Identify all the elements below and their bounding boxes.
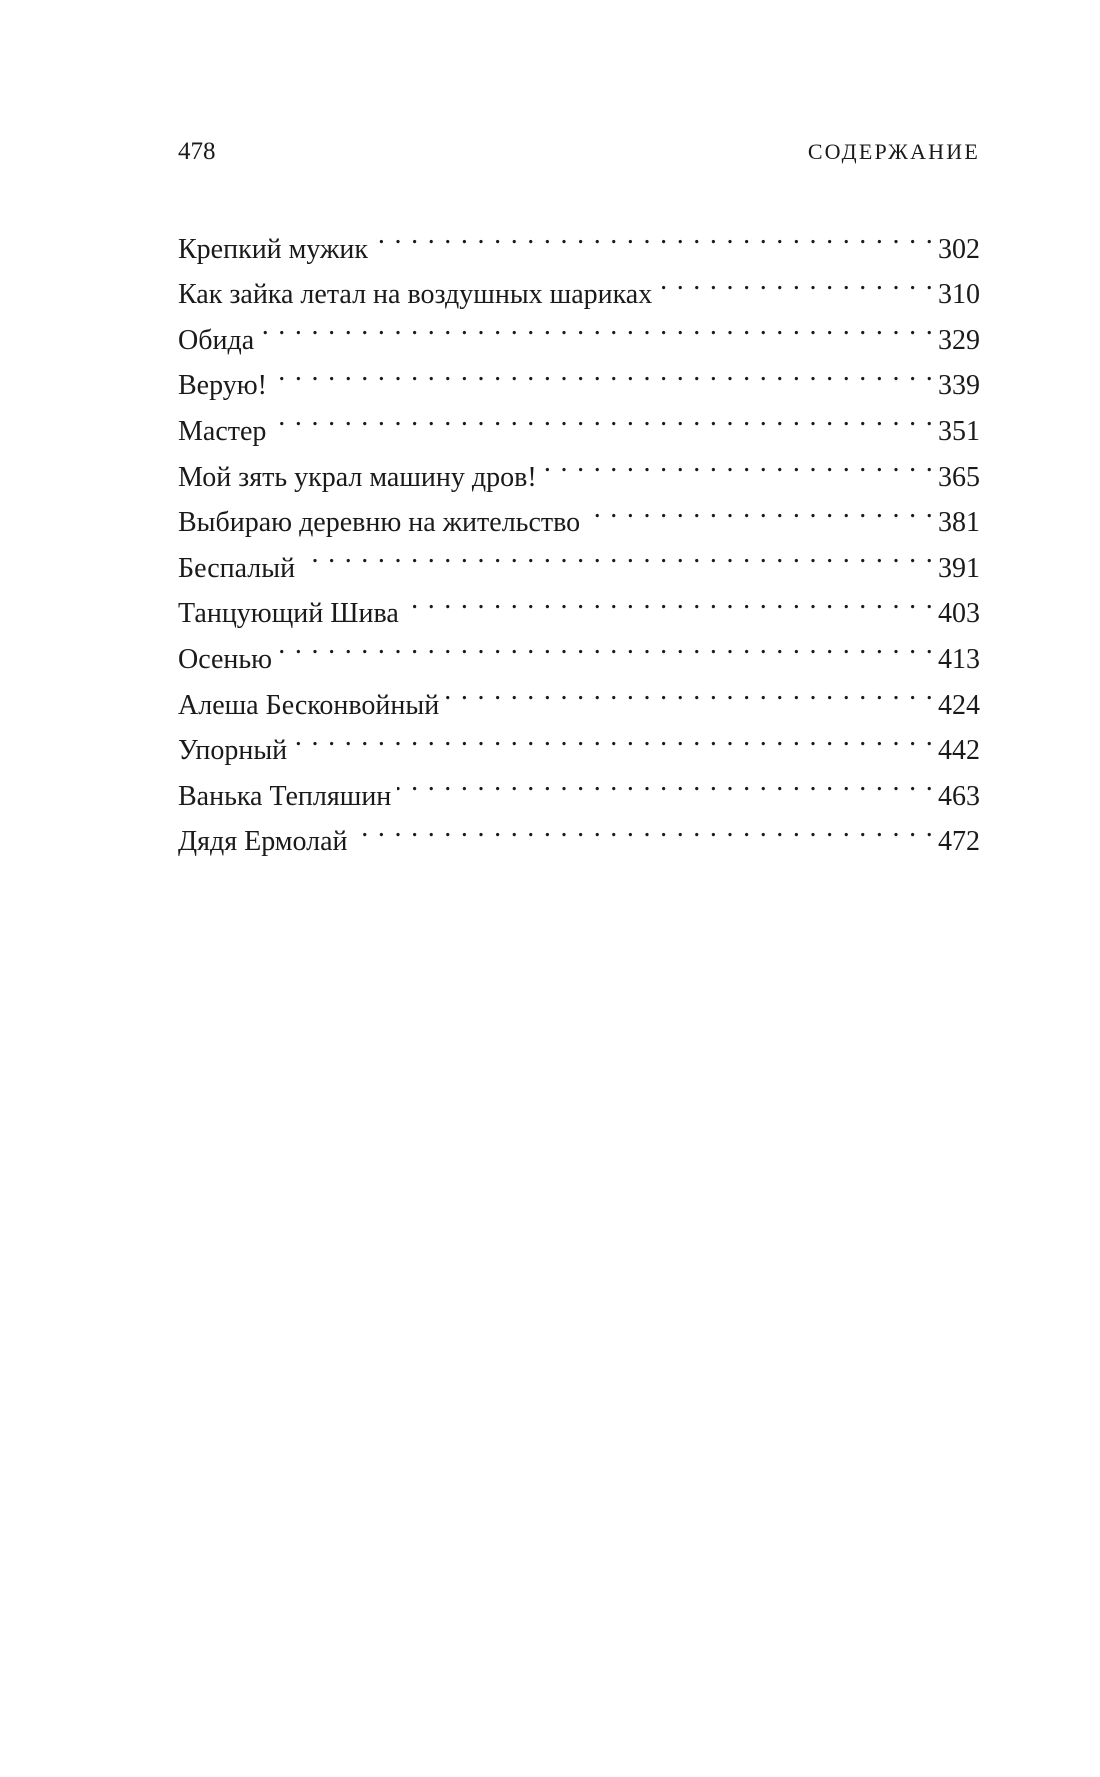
toc-entry-title: Осенью: [178, 643, 273, 675]
toc-entry-page: 413: [938, 643, 980, 675]
toc-entry-title: Алеша Бесконвойный: [178, 689, 440, 721]
dot-leader: [374, 212, 934, 258]
toc-entry-page: 403: [938, 598, 980, 630]
toc-entry-page: 310: [938, 279, 980, 311]
toc-entry[interactable]: [178, 714, 980, 767]
toc-entry[interactable]: [178, 349, 980, 402]
toc-entry-title: Беспалый: [178, 552, 296, 584]
toc-entry-title: Мой зять украл машину дров!: [178, 461, 537, 493]
toc-entry-title: Крепкий мужик: [178, 233, 368, 265]
toc-entry-title: Верую!: [178, 370, 267, 402]
toc-entry-page: 302: [938, 233, 980, 265]
toc-entry[interactable]: [178, 303, 980, 356]
toc-entry-title: Обида: [178, 324, 255, 356]
dot-leader: [354, 805, 934, 851]
dot-leader: [293, 714, 934, 760]
toc-entry-page: 442: [938, 735, 980, 767]
toc-entry[interactable]: [178, 668, 980, 721]
dot-leader: [397, 759, 934, 805]
toc-entry[interactable]: [178, 440, 980, 493]
dot-leader: [260, 303, 934, 349]
toc-entry-page: 339: [938, 370, 980, 402]
dot-leader: [445, 668, 934, 714]
toc-entry-title: Мастер: [178, 415, 267, 447]
toc-entry-page: 329: [938, 324, 980, 356]
toc-entry-title: Упорный: [178, 735, 288, 767]
toc-entry-title: Дядя Ермолай: [178, 826, 348, 858]
toc-entry-title: Танцующий Шива: [178, 598, 399, 630]
toc-entry-page: 472: [938, 826, 980, 858]
toc-entry-page: 351: [938, 415, 980, 447]
toc-entry[interactable]: [178, 622, 980, 675]
dot-leader: [405, 577, 934, 623]
toc-entry-page: 391: [938, 552, 980, 584]
dot-leader: [543, 440, 934, 486]
toc-entry-title: Выбираю деревню на жительство: [178, 507, 581, 539]
toc-entry[interactable]: [178, 212, 980, 265]
dot-leader: [301, 531, 934, 577]
toc-entry[interactable]: [178, 759, 980, 812]
dot-leader: [658, 258, 934, 304]
running-head: [178, 138, 980, 168]
toc-entry-title: Ванька Тепляшин: [178, 780, 392, 812]
toc-entry-page: 381: [938, 507, 980, 539]
dot-leader: [272, 394, 934, 440]
toc-entry-title: Как зайка летал на воздушных шариках: [178, 279, 653, 311]
toc-entry-page: 424: [938, 689, 980, 721]
dot-leader: [586, 486, 934, 532]
dot-leader: [273, 349, 934, 395]
toc-entry[interactable]: [178, 394, 980, 447]
table-of-contents: [178, 212, 980, 858]
page-number: 478: [178, 138, 216, 165]
toc-entry-page: 365: [938, 461, 980, 493]
section-title: СОДЕРЖАНИЕ: [807, 139, 980, 164]
toc-entry-page: 463: [938, 780, 980, 812]
dot-leader: [278, 622, 934, 668]
